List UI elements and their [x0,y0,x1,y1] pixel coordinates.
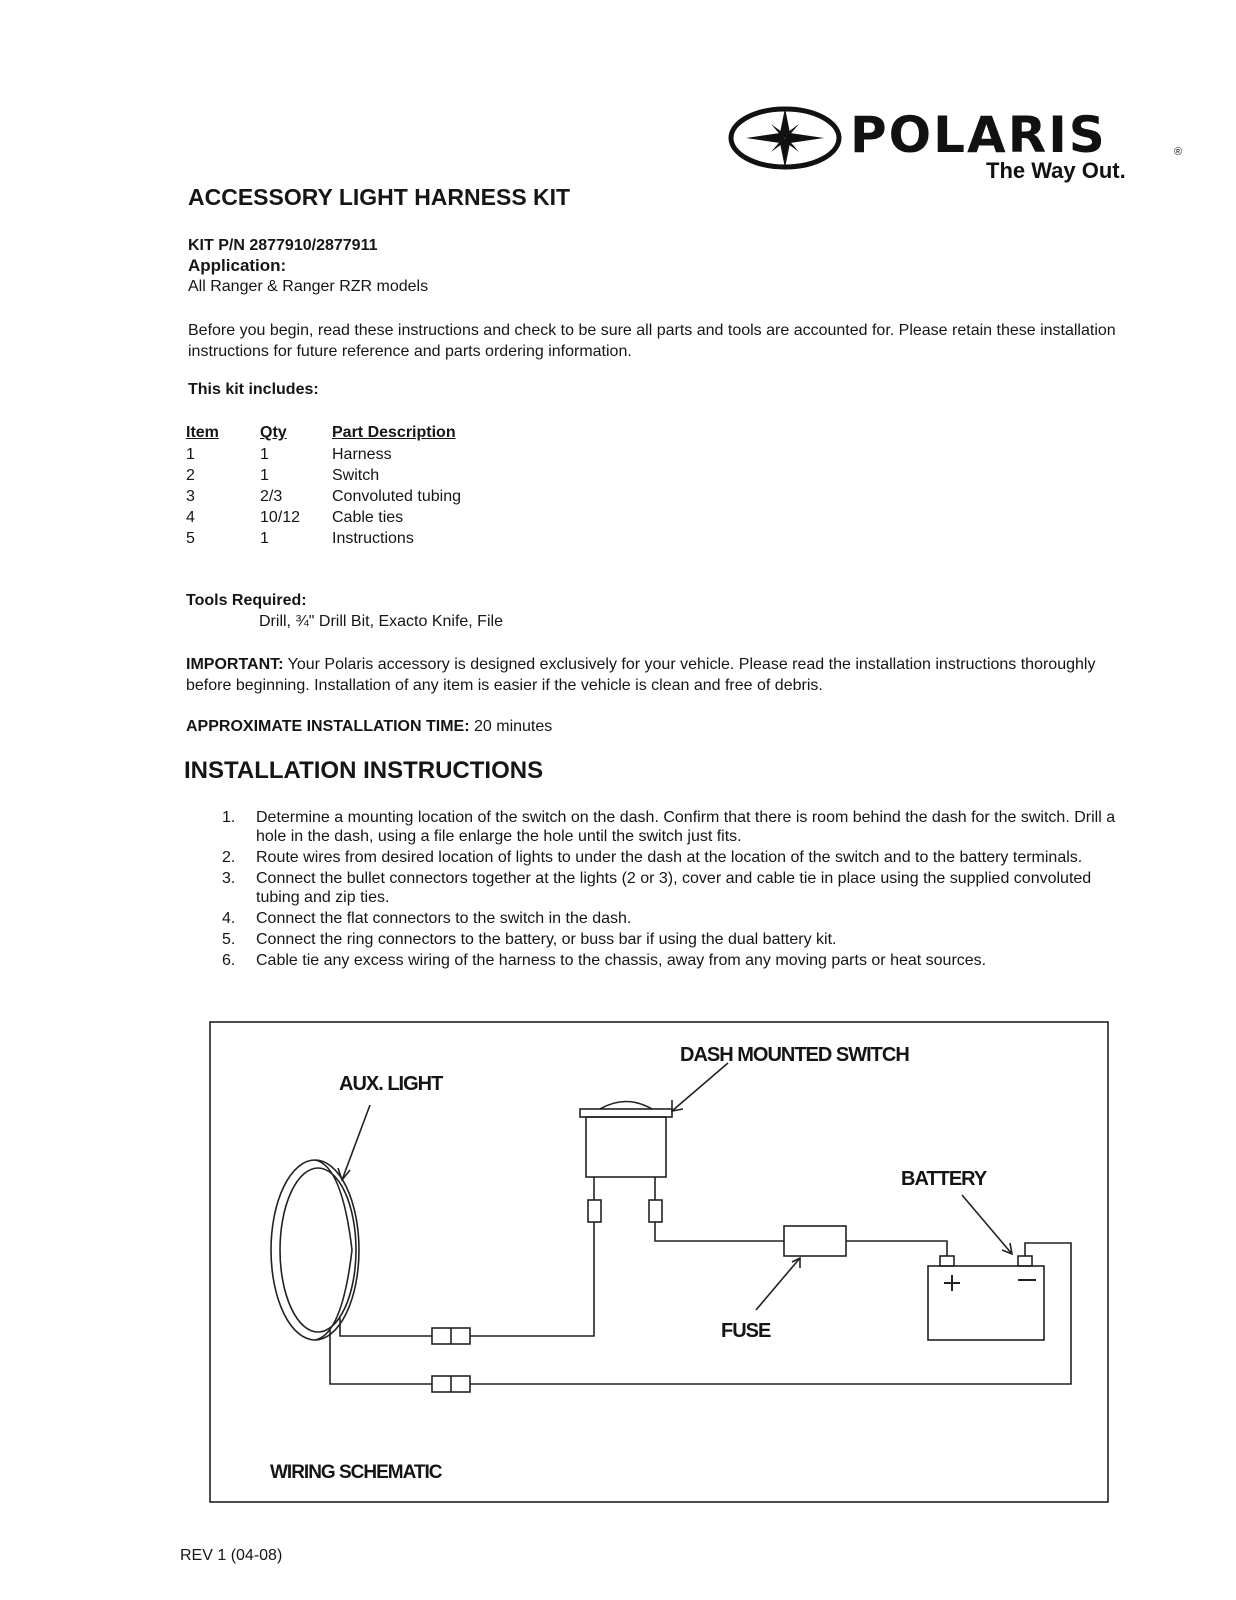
item-cell: 3 [186,487,195,505]
description-cell: Convoluted tubing [332,487,461,505]
step-number: 3. [222,870,236,887]
kit-part-number: KIT P/N 2877910/2877911 [188,237,378,254]
battery-label: BATTERY [901,1168,987,1190]
qty-cell: 2/3 [260,487,283,505]
brand-name: POLARIS [850,106,1107,164]
important-label: IMPORTANT: [186,656,284,673]
step-text: Connect the bullet connectors together at the lights (2 or 3), cover and cable tie in place using the supplied convoluted tubing and zip ties. [256,870,1092,906]
qty-cell: 1 [260,466,269,484]
tools-list: Drill, ¾" Drill Bit, Exacto Knife, File [259,613,503,630]
step-text: Connect the ring connectors to the battery, or buss bar if using the dual battery kit. [256,931,837,948]
install-time-label: APPROXIMATE INSTALLATION TIME: [186,718,470,735]
application-heading: Application: [188,256,287,275]
item-cell: 5 [186,529,195,547]
switch-label: DASH MOUNTED SWITCH [680,1044,909,1066]
qty-cell: 1 [260,529,269,547]
registered-mark: ® [1174,146,1183,158]
description-cell: Instructions [332,529,414,547]
revision-label: REV 1 (04-08) [180,1547,283,1564]
application-value: All Ranger & Ranger RZR models [188,278,429,295]
header-item: Item [186,424,219,441]
dash-switch-icon [580,1102,672,1223]
item-cell: 4 [186,508,195,526]
step-text: Cable tie any excess wiring of the harness to the chassis, away from any moving parts or heat sources. [256,952,987,969]
header-qty: Qty [260,424,287,441]
important-text: Your Polaris accessory is designed exclusively for your vehicle. Please read the installation instructions thoroughly before beginning. Installation of any item is easier if the vehicle is clean and free of debris. [186,656,1096,694]
qty-cell: 10/12 [260,508,301,526]
item-cell: 1 [186,445,195,463]
aux-light-label: AUX. LIGHT [339,1073,443,1095]
item-cell: 2 [186,466,195,484]
step-text: Route wires from desired location of lights to under the dash at the location of the switch and to the battery terminals. [256,849,1083,866]
step-number: 1. [222,809,236,826]
description-cell: Harness [332,445,392,463]
description-cell: Cable ties [332,508,404,526]
fuse-icon [784,1226,846,1256]
step-number: 4. [222,910,236,927]
intro-paragraph: Before you begin, read these instructions and check to be sure all parts and tools are accounted for. Please retain these installation instructions for future reference and parts ordering information. [188,322,1116,360]
step-number: 6. [222,952,236,969]
step-text: Connect the flat connectors to the switch in the dash. [256,910,632,927]
qty-cell: 1 [260,445,269,463]
description-cell: Switch [332,466,380,484]
step-text: Determine a mounting location of the switch on the dash. Confirm that there is room behind the dash for the switch. Drill a hole in the dash, using a file enlarge the hole until the switch just fits. [256,809,1116,845]
fuse-label: FUSE [721,1320,771,1342]
aux-light-icon [271,1160,359,1340]
kit-includes-heading: This kit includes: [188,381,319,398]
brand-tagline: The Way Out. [986,158,1126,183]
install-time-value: 20 minutes [474,718,553,735]
wiring [330,1222,1071,1392]
battery-icon [928,1256,1044,1340]
installation-heading: INSTALLATION INSTRUCTIONS [184,757,544,784]
step-number: 5. [222,931,236,948]
schematic-caption: WIRING SCHEMATIC [270,1462,442,1483]
header-description: Part Description [332,424,456,441]
tools-heading: Tools Required: [186,592,307,609]
document-title: ACCESSORY LIGHT HARNESS KIT [188,184,571,210]
step-number: 2. [222,849,236,866]
